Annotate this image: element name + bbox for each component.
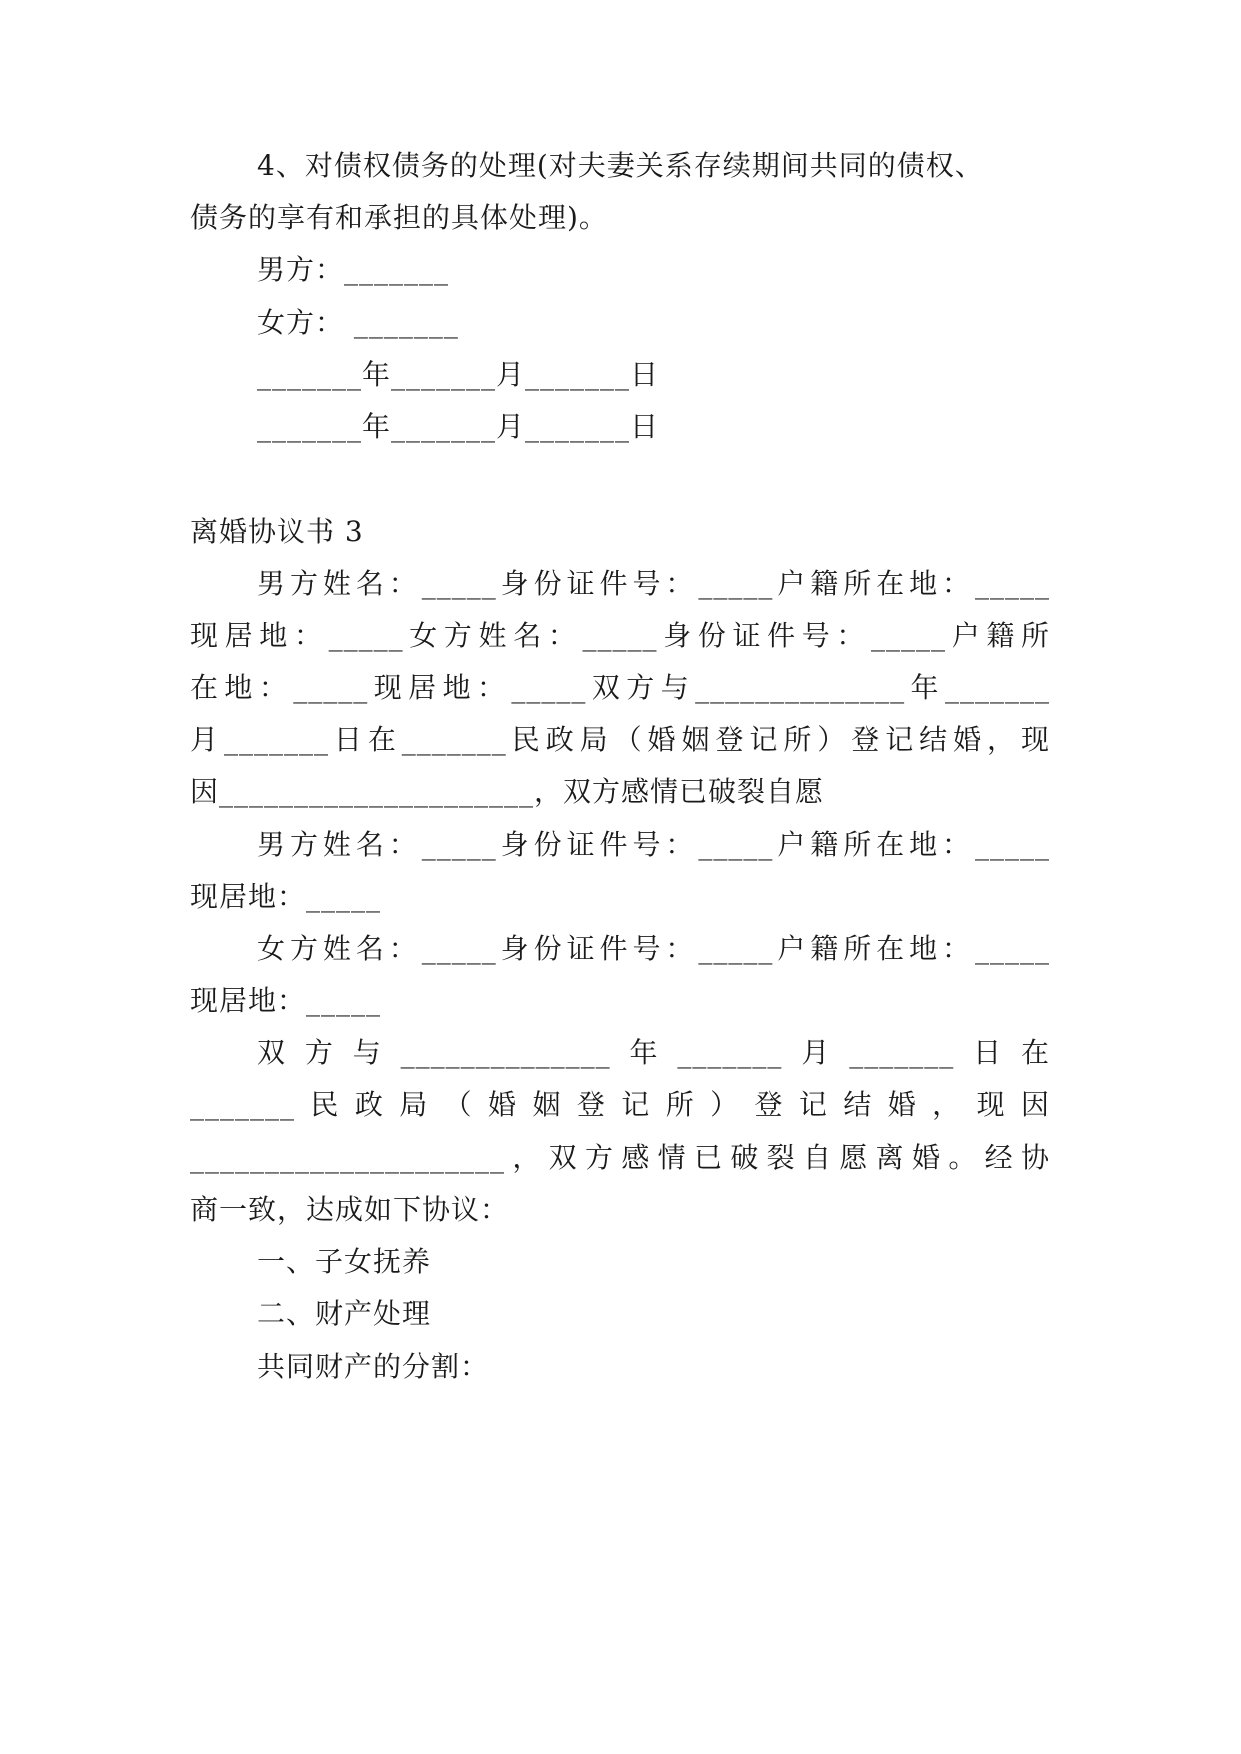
female-party-signature: 女方： _______ [257, 306, 459, 339]
heading-property-handling: 二、财产处理 [257, 1297, 432, 1330]
male-info-line-1: 男方姓名：_____身份证件号：_____户籍所在地：_____ [257, 828, 1050, 861]
paragraph-debt-handling-line-2: 债务的享有和承担的具体处理)。 [190, 201, 608, 234]
intro-line-1: 男方姓名：_____身份证件号：_____户籍所在地：_____ [257, 567, 1050, 600]
heading-joint-property-division: 共同财产的分割： [257, 1350, 490, 1383]
marriage-line-3: _____________________，双方感情已破裂自愿离婚。经协 [190, 1141, 1050, 1174]
marriage-line-2: _______民政局（婚姻登记所）登记结婚，现因 [190, 1088, 1050, 1121]
marriage-line-1: 双方与______________年_______月_______日在 [257, 1036, 1050, 1069]
intro-line-5: 因_____________________，双方感情已破裂自愿 [190, 775, 825, 808]
paragraph-debt-handling-line-1: 4、对债权债务的处理(对夫妻关系存续期间共同的债权、 [257, 149, 984, 182]
intro-line-2: 现居地：_____女方姓名：_____身份证件号：_____户籍所 [190, 619, 1050, 652]
date-line-1: _______年_______月_______日 [257, 358, 660, 391]
intro-line-3: 在地：_____现居地：_____双方与______________年_______ [190, 671, 1050, 704]
intro-line-4: 月_______日在_______民政局（婚姻登记所）登记结婚，现 [190, 723, 1050, 756]
male-party-signature: 男方：_______ [257, 253, 450, 286]
female-info-line-1: 女方姓名：_____身份证件号：_____户籍所在地：_____ [257, 932, 1050, 965]
date-line-2: _______年_______月_______日 [257, 410, 660, 443]
heading-child-custody: 一、子女抚养 [257, 1245, 432, 1278]
female-info-line-2: 现居地：_____ [190, 984, 382, 1017]
male-info-line-2: 现居地：_____ [190, 880, 382, 913]
marriage-line-4: 商一致，达成如下协议： [190, 1193, 510, 1226]
section-title: 离婚协议书 3 [190, 515, 364, 548]
